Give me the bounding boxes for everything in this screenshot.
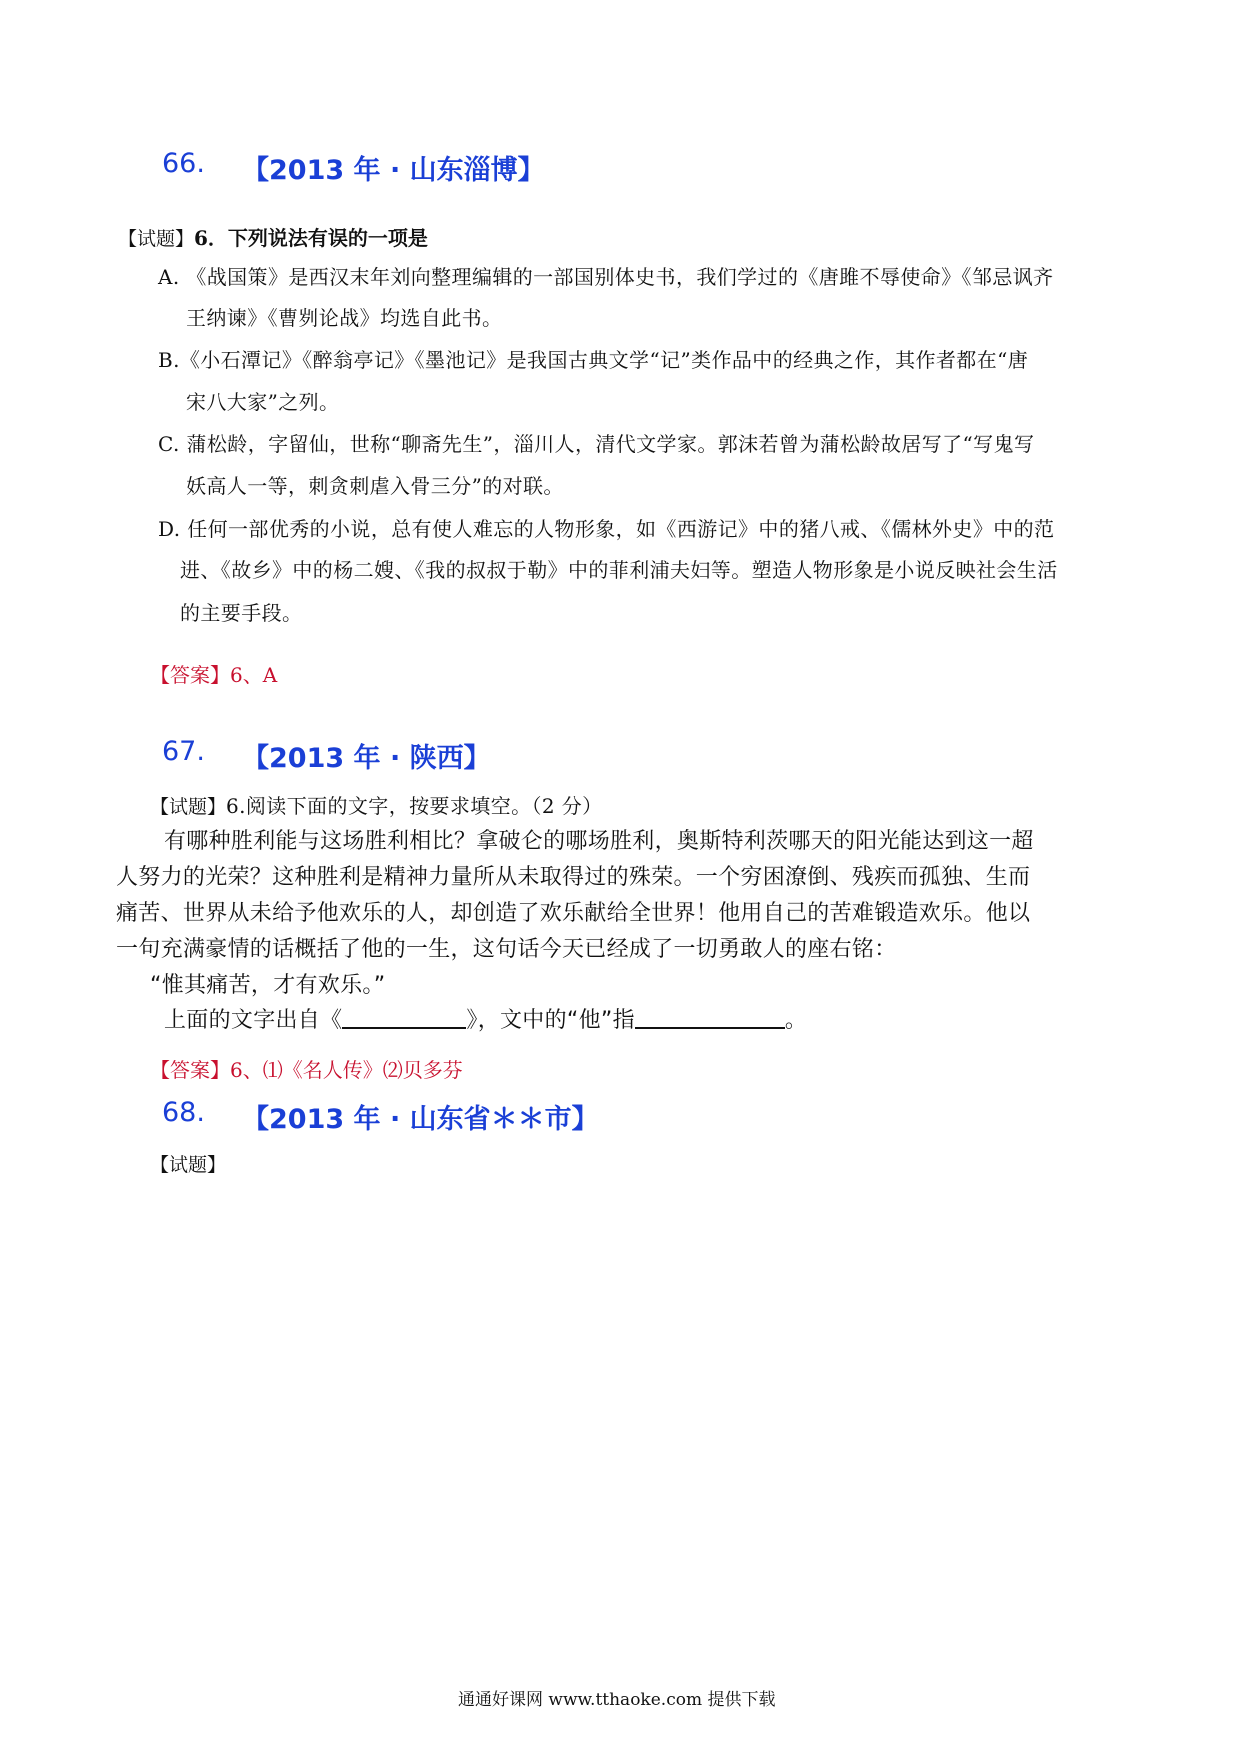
question-66-prompt — [118, 222, 428, 251]
option-line: 王纳谏》《曹刿论战》均选自此书。 — [186, 306, 503, 330]
fill-middle: 》，文中的“他”指 — [466, 1008, 635, 1033]
page-footer: 通通好课网 www.tthaoke.com 提供下载 — [458, 1690, 776, 1710]
fill-suffix: 。 — [784, 1008, 808, 1033]
question-67-prompt — [150, 790, 603, 819]
question-number: 67. — [162, 736, 205, 767]
blank-source-book[interactable] — [342, 1005, 466, 1029]
question-source-label: 【2013 年 · 山东淄博】 — [242, 155, 545, 186]
passage-line: 人努力的光荣？这种胜利是精神力量所从未取得过的殊荣。一个穷困潦倒、残疾而孤独、生而 — [116, 865, 1031, 890]
question-title: 6．下列说法有误的一项是 — [194, 226, 428, 250]
option-line: D. 任何一部优秀的小说，总有使人难忘的人物形象，如《西游记》中的猪八戒、《儒林外史》中的范 — [158, 517, 1055, 541]
option-line: 宋八大家”之列。 — [186, 390, 340, 414]
option-line: 的主要手段。 — [180, 601, 303, 625]
question-67-heading — [162, 736, 762, 772]
answer-67: 【答案】6、⑴《名人传》⑵贝多芬 — [150, 1058, 463, 1082]
question-tag: 【试题】 — [118, 228, 195, 250]
option-line: 妖高人一等，刺贪刺虐入骨三分”的对联。 — [186, 474, 564, 498]
question-68-heading — [162, 1097, 762, 1133]
question-title: 6.阅读下面的文字，按要求填空。（2 分） — [226, 794, 603, 818]
passage-line: 有哪种胜利能与这场胜利相比？拿破仑的哪场胜利，奥斯特利茨哪天的阳光能达到这一超 — [164, 829, 1034, 854]
option-line: 进、《故乡》中的杨二嫂、《我的叔叔于勒》中的菲利浦夫妇等。塑造人物形象是小说反映社会生活 — [180, 558, 1058, 582]
blank-person[interactable] — [635, 1005, 785, 1029]
question-68-tag: 【试题】 — [150, 1154, 227, 1176]
passage-line: 一句充满豪情的话概括了他的一生，这句话今天已经成了一切勇敢人的座右铭： — [116, 937, 897, 962]
question-tag: 【试题】 — [150, 796, 227, 818]
option-line: A. 《战国策》是西汉末年刘向整理编辑的一部国别体史书，我们学过的《唐雎不辱使命》《邹忌讽齐 — [158, 265, 1054, 289]
fill-in-sentence — [164, 1003, 807, 1034]
option-line: B.《小石潭记》《醉翁亭记》《墨池记》是我国古典文学“记”类作品中的经典之作，其作者都在“唐 — [158, 348, 1029, 372]
passage-line: 痛苦、世界从未给予他欢乐的人，却创造了欢乐献给全世界！他用自己的苦难锻造欢乐。他以 — [116, 901, 1031, 926]
question-number: 68. — [162, 1097, 205, 1128]
question-source-label: 【2013 年 · 陕西】 — [242, 743, 491, 774]
answer-66: 【答案】6、A — [150, 663, 278, 687]
option-line: C. 蒲松龄，字留仙，世称“聊斋先生”，淄川人，清代文学家。郭沫若曾为蒲松龄故居写了“写鬼写 — [158, 432, 1035, 456]
question-66-heading — [162, 148, 762, 184]
question-source-label: 【2013 年 · 山东省＊＊市】 — [242, 1104, 599, 1135]
fill-prefix: 上面的文字出自《 — [164, 1008, 343, 1033]
question-number: 66. — [162, 148, 205, 179]
passage-line: “惟其痛苦，才有欢乐。” — [150, 973, 386, 998]
